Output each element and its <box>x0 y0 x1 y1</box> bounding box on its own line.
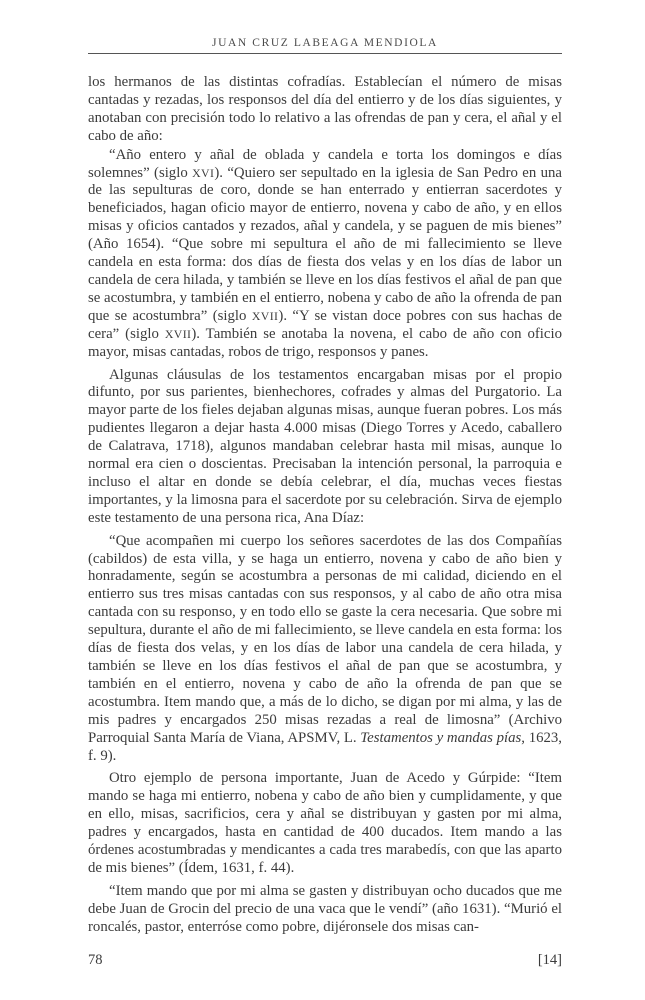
page-number: 78 <box>88 952 103 968</box>
text-run: “Que acompañen mi cuerpo los señores sacerdotes de las dos Compañías (cabildos) de esta villa, y se haga un entierro, novena y cabo de año bien y honradamente, según se acostumbra a personas de mi calidad, diciendo en el entierro sus tres misas cantadas con sus responsos, y al cabo de año otra misa cantada con su responso, y en todo ello se gaste la cera necesaria. Que sobre mi sepultura, durante el año de mi fallecimiento, se lleve candela en esta forma: los días de fiesta dos velas, y en los días de labor una candela de cera hilada, y también se lleve en los días festivos el añal de pan que se acostumbra, y también en el entierro, novena y cabo de año la ofrenda de pan que se acostumbra. Item mando que, a más de lo dicho, se digan por mi alma, y las de mis padres y encargados 250 misas rezadas a real de limosna” (Archivo Parroquial Santa María de Viana, APSMV, L. <box>88 532 562 746</box>
paragraph <box>88 367 562 528</box>
text-run: ). También se anotaba la novena, el cabo de año con oficio mayor, misas cantadas, robos de trigo, responsos y panes. <box>88 325 562 360</box>
text-run: ). “Y se vistan doce pobres con sus hachas de cera” (siglo <box>88 307 562 342</box>
paragraph <box>88 533 562 766</box>
running-header <box>88 37 562 54</box>
smallcaps-run: XVII <box>251 308 279 323</box>
folio-reference: [14] <box>537 952 562 968</box>
paragraph <box>88 770 562 877</box>
paragraph <box>88 883 562 937</box>
text-run: Otro ejemplo de persona importante, Juan de Acedo y Gúrpide: “Item mando se haga mi entierro, nobena y cabo de año bien y cumplidamente, y que en ello, misas, sacrificios, cera y añal se distribuyan y gasten por mi alma, padres y encargados, hasta en cantidad de 400 ducados. Item mando a las órdenes acostumbradas y mendicantes a cada tres marabedís, con que las aparto de mis bienes” (Ídem, 1631, f. 44). <box>88 770 562 876</box>
smallcaps-run: XVI <box>192 165 215 180</box>
body-text <box>88 74 562 937</box>
running-header-title: JUAN CRUZ LABEAGA MENDIOLA <box>212 37 438 49</box>
text-run: “Año entero y añal de oblada y candela e torta los domingos e días solemnes” (siglo <box>88 146 562 181</box>
paragraph <box>88 147 562 362</box>
header-rule <box>88 53 562 54</box>
smallcaps-run: XVII <box>164 326 192 341</box>
text-run: Algunas cláusulas de los testamentos encargaban misas por el propio difunto, por sus parientes, bienhechores, cofrades y almas del Purgatorio. La mayor parte de los fieles dejaban algunas misas, aunque fueran pobres. Los más pudientes llegaron a dejar hasta 4.000 misas (Diego Torres y Acedo, caballero de Calatrava, 1718), algunos mandaban celebrar hasta mil misas, aunque lo normal era cien o doscientas. Precisaban la intención personal, la parroquia e incluso el altar en donde se debía celebrar, el día, muchas veces fiestas importantes, y la limosna para el sacerdote por su celebración. Sirva de ejemplo este testamento de una persona rica, Ana Díaz: <box>88 366 562 526</box>
text-run: los hermanos de las distintas cofradías. Establecían el número de misas cantadas y rezadas, los responsos del día del entierro y de los días siguientes, y anotaban con precisión todo lo relativo a las ofrendas de pan y cera, el añal y el cabo de año: <box>88 74 562 144</box>
text-run: “Item mando que por mi alma se gasten y distribuyan ocho ducados que me debe Juan de Grocin del precio de una vaca que le vendí” (año 1631). “Murió el roncalés, pastor, enterróse como pobre, dijéronsele dos misas can- <box>88 882 562 935</box>
page-footer <box>88 952 562 969</box>
paragraph <box>88 74 562 146</box>
text-run: ). “Quiero ser sepultado en la iglesia de San Pedro en una de las sepulturas de coro, donde se han enterrado y entierran sacerdotes y beneficiados, hagan oficio mayor de entierro, novena y cabo de año, y en ellos misas y oficios cantados y rezados, añal y candela, y se paguen de mis bienes” (Año 1654). “Que sobre mi sepultura el año de mi fallecimiento se lleve candela en esta forma: dos días de fiesta dos velas y en los días de labor un candela de cera hilada, y también se lleve en los días festivos el añal de pan que se acostumbra, y también en el entierro, nobena y cabo de año la ofrenda de pan que se acostumbra” (siglo <box>88 164 562 324</box>
text-run: , 1623, f. 9). <box>88 729 562 764</box>
italic-run: Testamentos y mandas pías <box>360 729 522 746</box>
